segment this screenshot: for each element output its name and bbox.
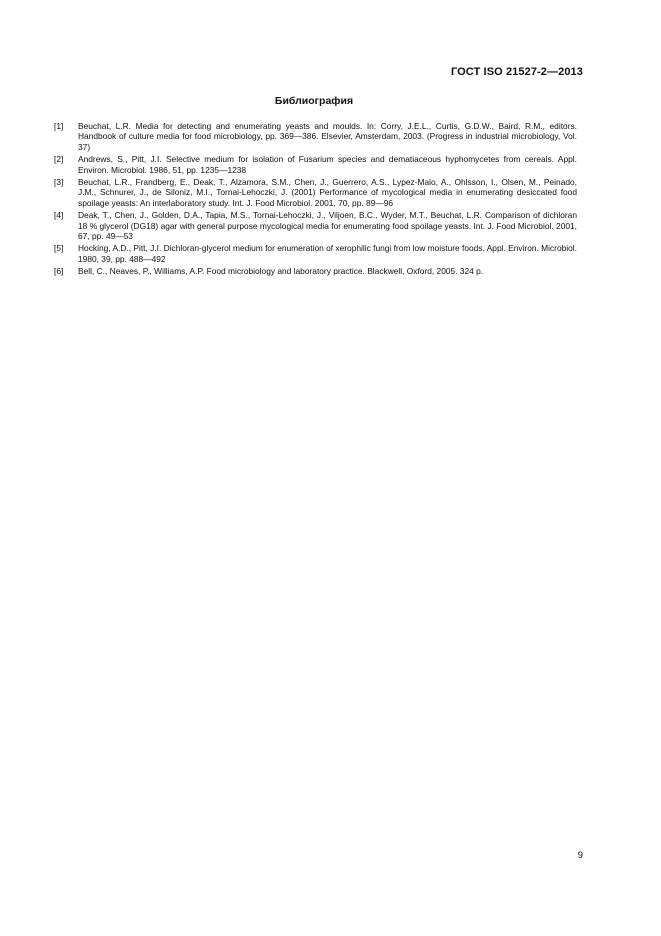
bibliography-title: Библиография [274, 95, 354, 107]
reference-item [54, 210, 577, 241]
reference-text: Bell, C., Neaves, P., Williams, A.P. Food microbiology and laboratory practice. Blackwell, Oxford, 2005. 324 p. [78, 266, 484, 277]
reference-text: Hocking, A.D., Pitt, J.I. Dichloran-glycerol medium for enumeration of xerophilic fungi from low moisture foods. Appl. Environ. Microbiol. 1980, 39, pp. 488—492 [78, 243, 577, 264]
reference-item [54, 266, 577, 276]
reference-item [54, 121, 577, 152]
reference-number: [6] [54, 266, 64, 277]
reference-item [54, 177, 577, 208]
reference-number: [3] [54, 177, 64, 188]
reference-item [54, 243, 577, 264]
reference-text: Beuchat, L.R. Media for detecting and enumerating yeasts and moulds. In: Corry, J.E.L., Curtis, G.D.W., Baird, R.M., editors. Handbook of culture media for food microbiology, pp. 369—386. Elsevier, Amsterdam, 2003. (Progress in industrial microbiology, Vol. 37) [78, 121, 577, 152]
reference-text: Beuchat, L.R., Frandberg, E., Deak, T., Alzamora, S.M., Chen, J., Guerrero, A.S., Lypez-Malo, A., Ohlsson, I., Olsen, M., Peinado, J.M., Schnurer, J., de Siloniz, M.I., Tornai-Lehoczki, J. (2001) Performance of mycological media in enumerating desiccated food spoilage yeasts: An interlaboratory study. Int. J. Food Microbiol. 2001, 70, pp. 89—96 [78, 177, 577, 208]
reference-item [54, 154, 577, 175]
reference-text: Andrews, S., Pitt, J.I. Selective medium for isolation of Fusarium species and dematiaceous hyphomycetes from cereals. Appl. Environ. Microbiol. 1986, 51, pp. 1235—1238 [78, 154, 577, 175]
reference-number: [2] [54, 154, 64, 165]
page-number: 9 [577, 850, 583, 861]
reference-list [54, 121, 577, 279]
reference-text: Deak, T., Chen, J., Golden, D.A., Tapia, M.S., Tornai-Lehoczki, J., Viljoen, B.C., Wyder, M.T., Beuchat, L.R. Comparison of dichloran 18 % glycerol (DG18) agar with general purpose mycological media for enumerating food spoilage yeasts. Int. J. Food Microbiol. 2001, 67, pp. 49—53 [78, 210, 577, 242]
document-code: ГОСТ ISO 21527-2—2013 [450, 66, 583, 78]
reference-number: [5] [54, 243, 64, 254]
reference-number: [1] [54, 121, 64, 131]
reference-number: [4] [54, 210, 64, 221]
